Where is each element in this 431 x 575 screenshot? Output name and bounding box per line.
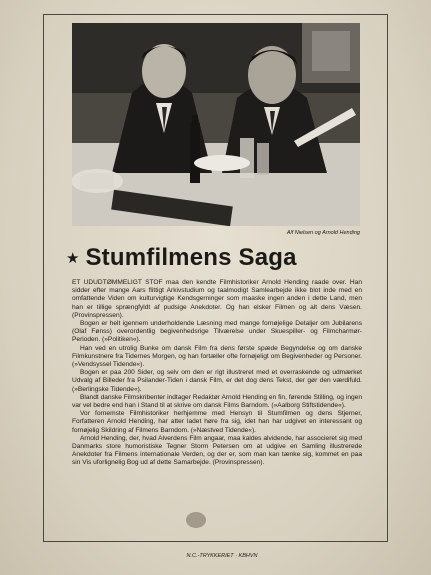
paper-stain [186, 512, 206, 528]
article-body [72, 279, 362, 468]
paragraph: Bogen er helt igennem underholdende Læsning med mange fornøjelige Detaljer om Jubilarens (Olaf Fønss) overordentlig begivenhedsrige Tilværelse under Skuespiller- og Filmcharmør-Perioden. (»Politiken«). [72, 320, 362, 344]
paragraph: Han ved en utrolig Bunke om dansk Film fra dens første spæde Begyndelse og om danske Filmkunstnere fra Tidernes Morgen, og han fortæller ofte fornøjeligt om Begivenheder og Personer. (»Vendsyssel Tidende«). [72, 344, 362, 369]
paragraph: Vor fornemste Filmhistoriker herhjemme med Hensyn til Stumfilmen og dens Stjerner, Forfatteren Arnold Hending, har atter ladet høre fra sig, idet han har udgivet en interessant og fornøjelig Skildring af Filmens Barndom. (»Næstved Tidende«). [72, 410, 362, 434]
printer-imprint: N.C.-TRYKKERIET · KBHVN [186, 553, 258, 559]
star-icon: ★ [66, 248, 80, 267]
photograph [72, 23, 360, 226]
paragraph: ET UDUDTØMMELIGT STOF maa den kendte Filmhistoriker Arnold Hending raade over. Han sidder efter mange Aars flittigt Arkivstudium og taalmodigt Samlearbejde ikke blot inde med en omfattende Viden om kulturvigtige Kendsgerninger som maaske ingen anden i dette Land, men han er tillige sprængfyldt af pudsige Anekdoter. Og han elsker Filmen og alt dens Væsen. (Provinspressen). [72, 279, 362, 319]
article-title: Stumfilmens Saga [85, 244, 297, 271]
photo-illustration [72, 23, 360, 226]
article-heading [66, 244, 366, 272]
paragraph: Arnold Hending, der, hvad Alverdens Film angaar, maa kaldes alvidende, har associeret sig med Danmarks store humoristiske Tegner Storm Petersen om at udgive en Samling illustrerede Anekdoter fra Filmens internationale Verden, og der er, som man kan tænke sig, kommet en paa sin Vis uforlignelig Bog ud af dette Samarbejde. (Provinspressen). [72, 434, 362, 467]
paragraph: Bogen er paa 200 Sider, og selv om den er rigt illustreret med et overraskende og udmærket Udvalg af Billeder fra Psilander-Tiden i dansk Film, er det dog dens Tekst, der gør den værdifuld. (»Berlingske Tidende«). [72, 369, 362, 393]
paragraph: Blandt danske Filmskribenter indtager Redaktør Arnold Hending en fin, førende Stilling, og ingen var vel bedre end han i Stand til at skrive om dansk Films Barndom. (»Aalborg Stiftstidende«). [72, 393, 362, 410]
photo-caption: Alf Nielsen og Arnold Hending [286, 230, 360, 236]
